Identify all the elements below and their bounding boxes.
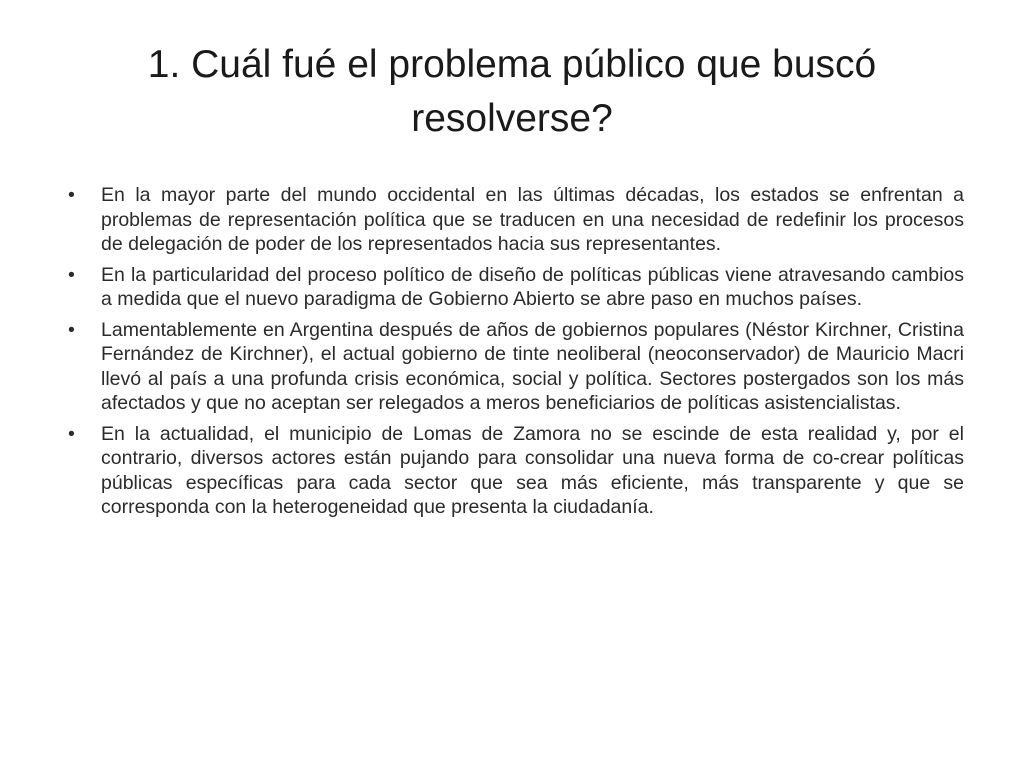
bullet-text: En la actualidad, el municipio de Lomas de Zamora no se escinde de esta realidad y, por el contrario, diversos actores están pujando para consolidar una nueva forma de co-crear políticas públicas específicas para cada sector que sea más eficiente, más transparente y que se corresponda con la heterogeneidad que presenta la ciudadanía.: [101, 422, 964, 518]
bullet-item: [68, 263, 964, 312]
bullet-list: [68, 183, 964, 526]
slide-title: 1. Cuál fué el problema público que buscó resolverse?: [147, 43, 877, 140]
bullet-item: [68, 422, 964, 520]
bullet-dot-icon: •: [68, 184, 75, 206]
bullet-text: Lamentablemente en Argentina después de años de gobiernos populares (Néstor Kirchner, Cristina Fernández de Kirchner), el actual gobierno de tinte neoliberal (neoconservador) de Mauricio Macri llevó al país a una profunda crisis económica, social y política. Sectores postergados son los más afectados y que no aceptan ser relegados a meros beneficiarios de políticas asistencialistas.: [101, 318, 964, 414]
bullet-text: En la particularidad del proceso político de diseño de políticas públicas viene atravesando cambios a medida que el nuevo paradigma de Gobierno Abierto se abre paso en muchos países.: [101, 263, 964, 310]
bullet-dot-icon: •: [68, 422, 75, 445]
bullet-dot-icon: •: [68, 318, 75, 341]
bullet-item: [68, 318, 964, 416]
bullet-text: En la mayor parte del mundo occidental en las últimas décadas, los estados se enfrentan a problemas de representación política que se traducen en una necesidad de redefinir los procesos de delegación de poder de los representados hacia sus representantes.: [101, 184, 964, 255]
bullet-dot-icon: •: [68, 263, 75, 286]
bullet-item: [68, 183, 964, 257]
